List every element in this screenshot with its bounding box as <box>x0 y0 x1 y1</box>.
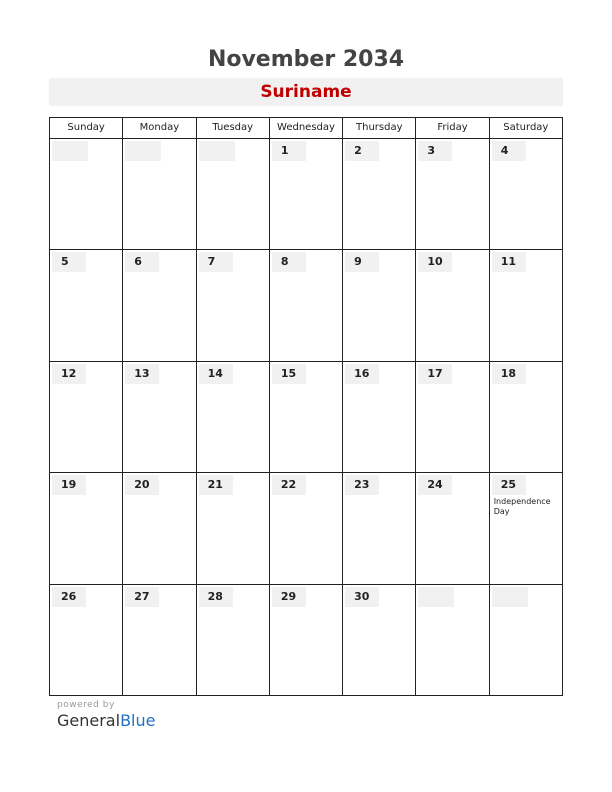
day-cell-16 <box>342 362 415 472</box>
day-number: 30 <box>345 587 379 607</box>
day-number: 2 <box>345 141 379 161</box>
weekday-header-row <box>50 118 562 139</box>
powered-by-text: powered by <box>57 700 115 710</box>
day-cell-30 <box>342 585 415 696</box>
day-cell-9 <box>342 250 415 360</box>
day-number: 8 <box>272 252 306 272</box>
weekday-tuesday: Tuesday <box>196 118 269 138</box>
week-row <box>50 362 562 473</box>
day-cell-15 <box>269 362 342 472</box>
day-number: 14 <box>199 364 233 384</box>
empty-day-cell <box>489 585 562 696</box>
day-number: 24 <box>418 475 452 495</box>
day-cell-24 <box>415 473 488 583</box>
day-number: 21 <box>199 475 233 495</box>
day-number: 9 <box>345 252 379 272</box>
day-number: 28 <box>199 587 233 607</box>
weekday-saturday: Saturday <box>489 118 562 138</box>
day-number: 25 <box>492 475 526 495</box>
day-cell-6 <box>122 250 195 360</box>
day-number <box>199 141 235 161</box>
day-number: 19 <box>52 475 86 495</box>
day-cell-20 <box>122 473 195 583</box>
empty-day-cell <box>50 139 122 249</box>
day-number: 5 <box>52 252 86 272</box>
weekday-wednesday: Wednesday <box>269 118 342 138</box>
day-cell-5 <box>50 250 122 360</box>
day-cell-11 <box>489 250 562 360</box>
day-number: 18 <box>492 364 526 384</box>
day-cell-25 <box>489 473 562 583</box>
brand-part-blue: Blue <box>120 711 156 730</box>
day-cell-1 <box>269 139 342 249</box>
day-cell-19 <box>50 473 122 583</box>
day-number: 23 <box>345 475 379 495</box>
day-number: 29 <box>272 587 306 607</box>
country-banner <box>49 78 563 106</box>
day-number: 15 <box>272 364 306 384</box>
day-number: 17 <box>418 364 452 384</box>
empty-day-cell <box>415 585 488 696</box>
calendar-title: November 2034 <box>207 47 405 72</box>
day-number <box>125 141 161 161</box>
day-number: 3 <box>418 141 452 161</box>
brand-part-general: General <box>57 711 121 730</box>
day-cell-28 <box>196 585 269 696</box>
day-cell-4 <box>489 139 562 249</box>
week-row <box>50 250 562 361</box>
day-cell-13 <box>122 362 195 472</box>
day-cell-8 <box>269 250 342 360</box>
day-cell-29 <box>269 585 342 696</box>
day-number: 22 <box>272 475 306 495</box>
empty-day-cell <box>196 139 269 249</box>
day-cell-22 <box>269 473 342 583</box>
day-cell-3 <box>415 139 488 249</box>
weekday-thursday: Thursday <box>342 118 415 138</box>
day-number: 16 <box>345 364 379 384</box>
empty-day-cell <box>122 139 195 249</box>
day-cell-26 <box>50 585 122 696</box>
week-row <box>50 473 562 584</box>
generalblue-logo[interactable] <box>57 711 155 730</box>
weekday-friday: Friday <box>415 118 488 138</box>
day-cell-10 <box>415 250 488 360</box>
calendar-grid <box>49 117 563 696</box>
day-number: 27 <box>125 587 159 607</box>
day-cell-23 <box>342 473 415 583</box>
day-cell-21 <box>196 473 269 583</box>
day-number: 13 <box>125 364 159 384</box>
day-number: 12 <box>52 364 86 384</box>
day-cell-7 <box>196 250 269 360</box>
day-number: 11 <box>492 252 526 272</box>
weekday-sunday: Sunday <box>67 122 105 133</box>
day-number: 20 <box>125 475 159 495</box>
weekday-monday: Monday <box>122 118 195 138</box>
country-name: Suriname <box>260 82 352 102</box>
day-cell-14 <box>196 362 269 472</box>
day-cell-18 <box>489 362 562 472</box>
holiday-label: Independence Day <box>493 497 551 517</box>
day-number: 7 <box>199 252 233 272</box>
day-number: 10 <box>418 252 452 272</box>
day-cell-12 <box>50 362 122 472</box>
day-number <box>52 141 88 161</box>
week-row <box>50 139 562 250</box>
day-number: 26 <box>52 587 86 607</box>
day-cell-27 <box>122 585 195 696</box>
footer-branding <box>57 700 155 730</box>
day-number: 1 <box>272 141 306 161</box>
day-cell-2 <box>342 139 415 249</box>
day-number <box>418 587 454 607</box>
day-number: 4 <box>492 141 526 161</box>
day-number <box>492 587 528 607</box>
day-cell-17 <box>415 362 488 472</box>
day-number: 6 <box>125 252 159 272</box>
week-row <box>50 585 562 696</box>
